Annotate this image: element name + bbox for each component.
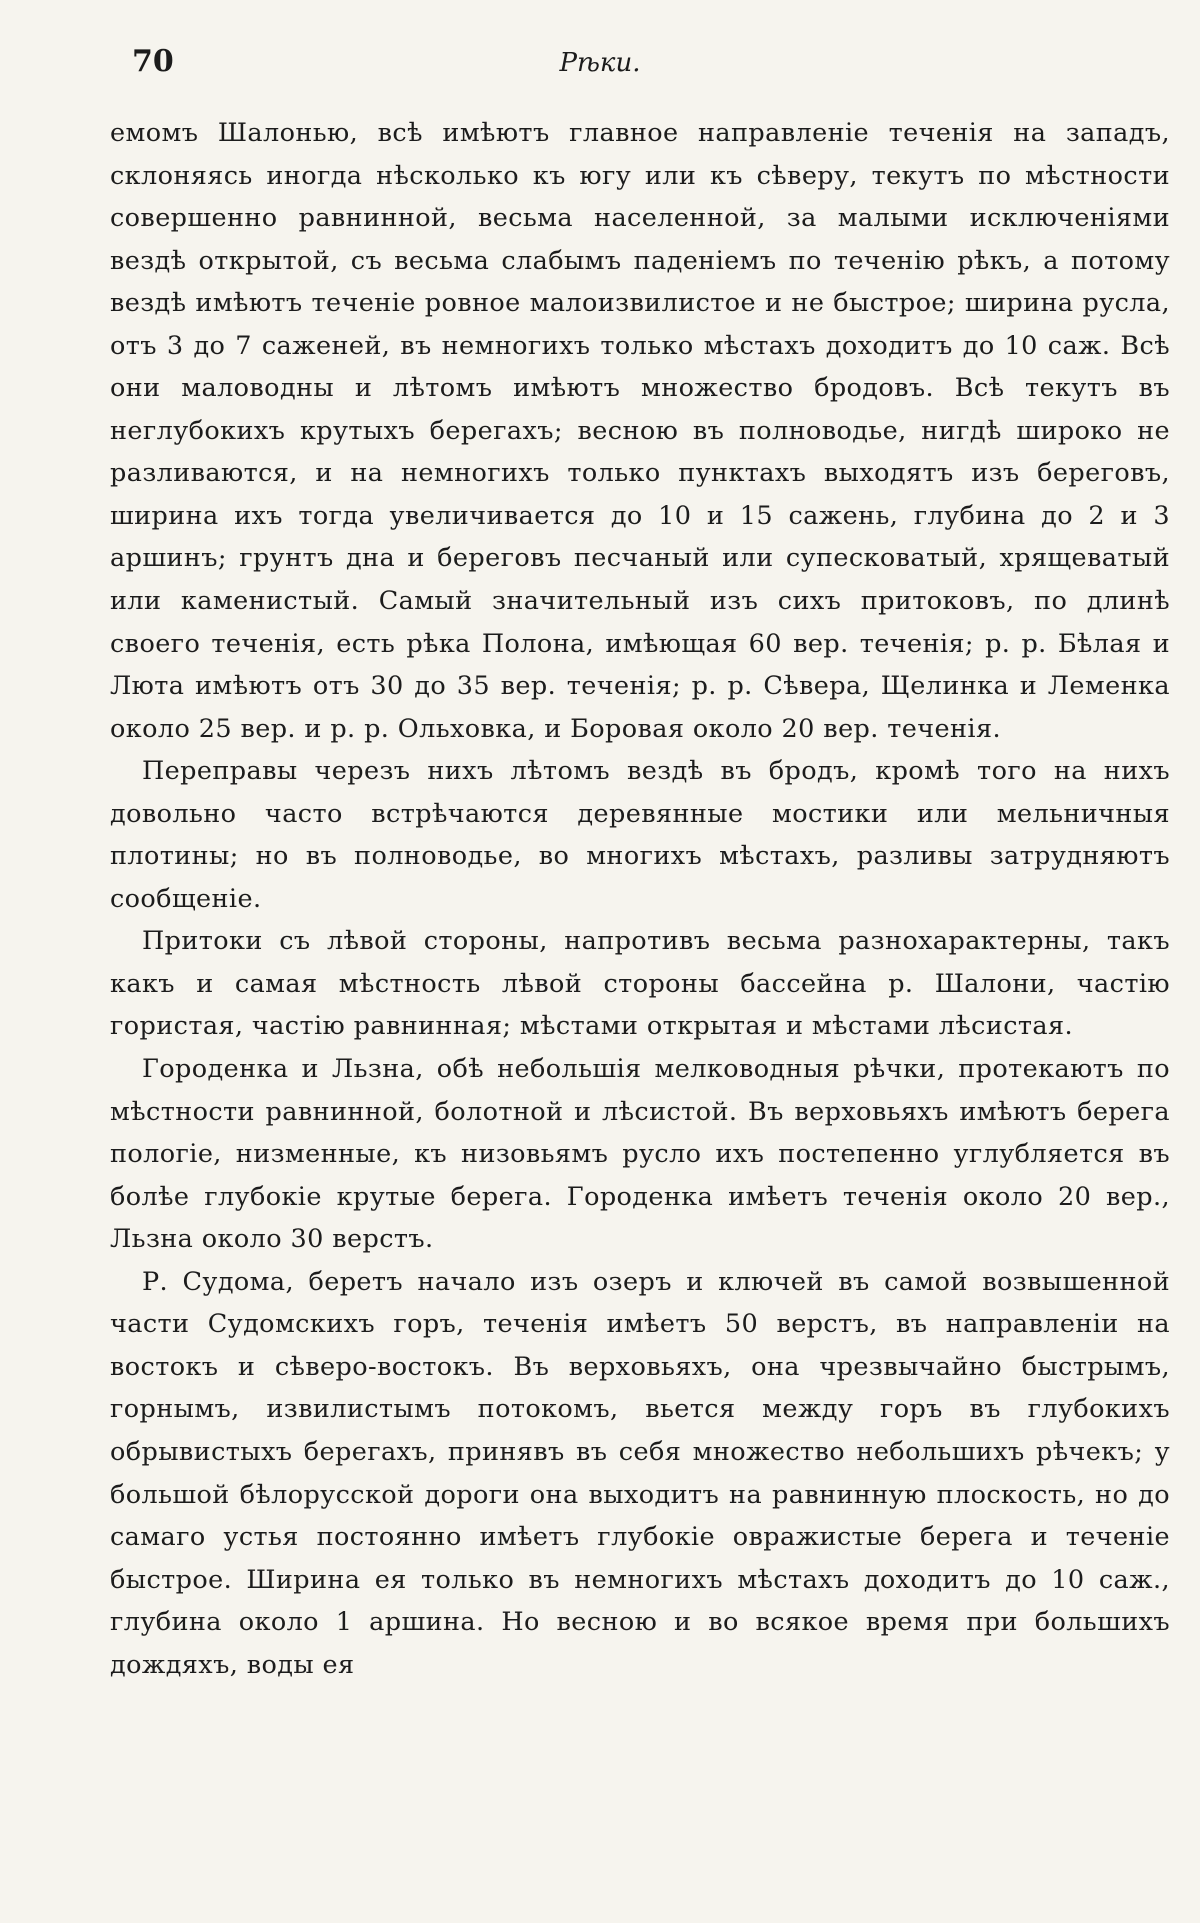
running-title: Рѣки. [559, 48, 641, 78]
paragraph-crossings: Переправы черезъ нихъ лѣтомъ вездѣ въ бродъ, кромѣ того на нихъ довольно часто встрѣчаются деревянные мостики или мельничныя плотины; но въ полноводье, во многихъ мѣстахъ, разливы затрудняютъ сообщеніе. [110, 756, 1170, 914]
paragraph-sudoma: Р. Судома, беретъ начало изъ озеръ и ключей въ самой возвышенной части Судомскихъ горъ, теченія имѣетъ 50 верстъ, въ направленіи на востокъ и сѣверо-востокъ. Въ верховьяхъ, она чрезвычайно быстрымъ, горнымъ, извилистымъ потокомъ, вьется между горъ въ глубокихъ обрывистыхъ берегахъ, принявъ въ себя множество небольшихъ рѣчекъ; у большой бѣлорусской дороги она выходитъ на равнинную плоскость, но до самаго устья постоянно имѣетъ глубокіе овражистые берега и теченіе быстрое. Ширина ея только въ немногихъ мѣстахъ доходитъ до 10 саж., глубина около 1 аршина. Но весною и во всякое время при большихъ дождяхъ, воды ея [110, 1266, 1170, 1680]
page-header [0, 40, 1200, 90]
paragraph-left-tributaries: Притоки съ лѣвой стороны, напротивъ весьма разнохарактерны, такъ какъ и самая мѣстность лѣвой стороны бассейна р. Шалони, частію гористая, частію равнинная; мѣстами открытая и мѣстами лѣсистая. [110, 926, 1170, 1042]
paragraph-gorodenka-lzna: Городенка и Льзна, обѣ небольшія мелководныя рѣчки, протекаютъ по мѣстности равнинной, болотной и лѣсистой. Въ верховьяхъ имѣютъ берега пологіе, низменные, къ низовьямъ русло ихъ постепенно углубляется въ болѣе глубокіе крутые берега. Городенка имѣетъ теченія около 20 вер., Льзна около 30 верстъ. [110, 1054, 1170, 1255]
page-number: 70 [132, 44, 174, 79]
page-body [110, 112, 1170, 1686]
paragraph-continuation: емомъ Шалонью, всѣ имѣютъ главное направленіе теченія на западъ, склоняясь иногда нѣсколько къ югу или къ сѣверу, текутъ по мѣстности совершенно равнинной, весьма населенной, за малыми исключеніями вездѣ открытой, съ весьма слабымъ паденіемъ по теченію рѣкъ, а потому вездѣ имѣютъ теченіе ровное малоизвилистое и не быстрое; ширина русла, отъ 3 до 7 саженей, въ немногихъ только мѣстахъ доходитъ до 10 саж. Всѣ они маловодны и лѣтомъ имѣютъ множество бродовъ. Всѣ текутъ въ неглубокихъ крутыхъ берегахъ; весною въ полноводье, нигдѣ широко не разливаются, и на немногихъ только пунктахъ выходятъ изъ береговъ, ширина ихъ тогда увеличивается до 10 и 15 сажень, глубина до 2 и 3 аршинъ; грунтъ дна и береговъ песчаный или супесковатый, хрящеватый или каменистый. Самый значительный изъ сихъ притоковъ, по длинѣ своего теченія, есть рѣка Полона, имѣющая 60 вер. теченія; р. р. Бѣлая и Люта имѣютъ отъ 30 до 35 вер. теченія; р. р. Сѣвера, Щелинка и Леменка около 25 вер. и р. р. Ольховка, и Боровая около 20 вер. теченія. [110, 118, 1170, 744]
